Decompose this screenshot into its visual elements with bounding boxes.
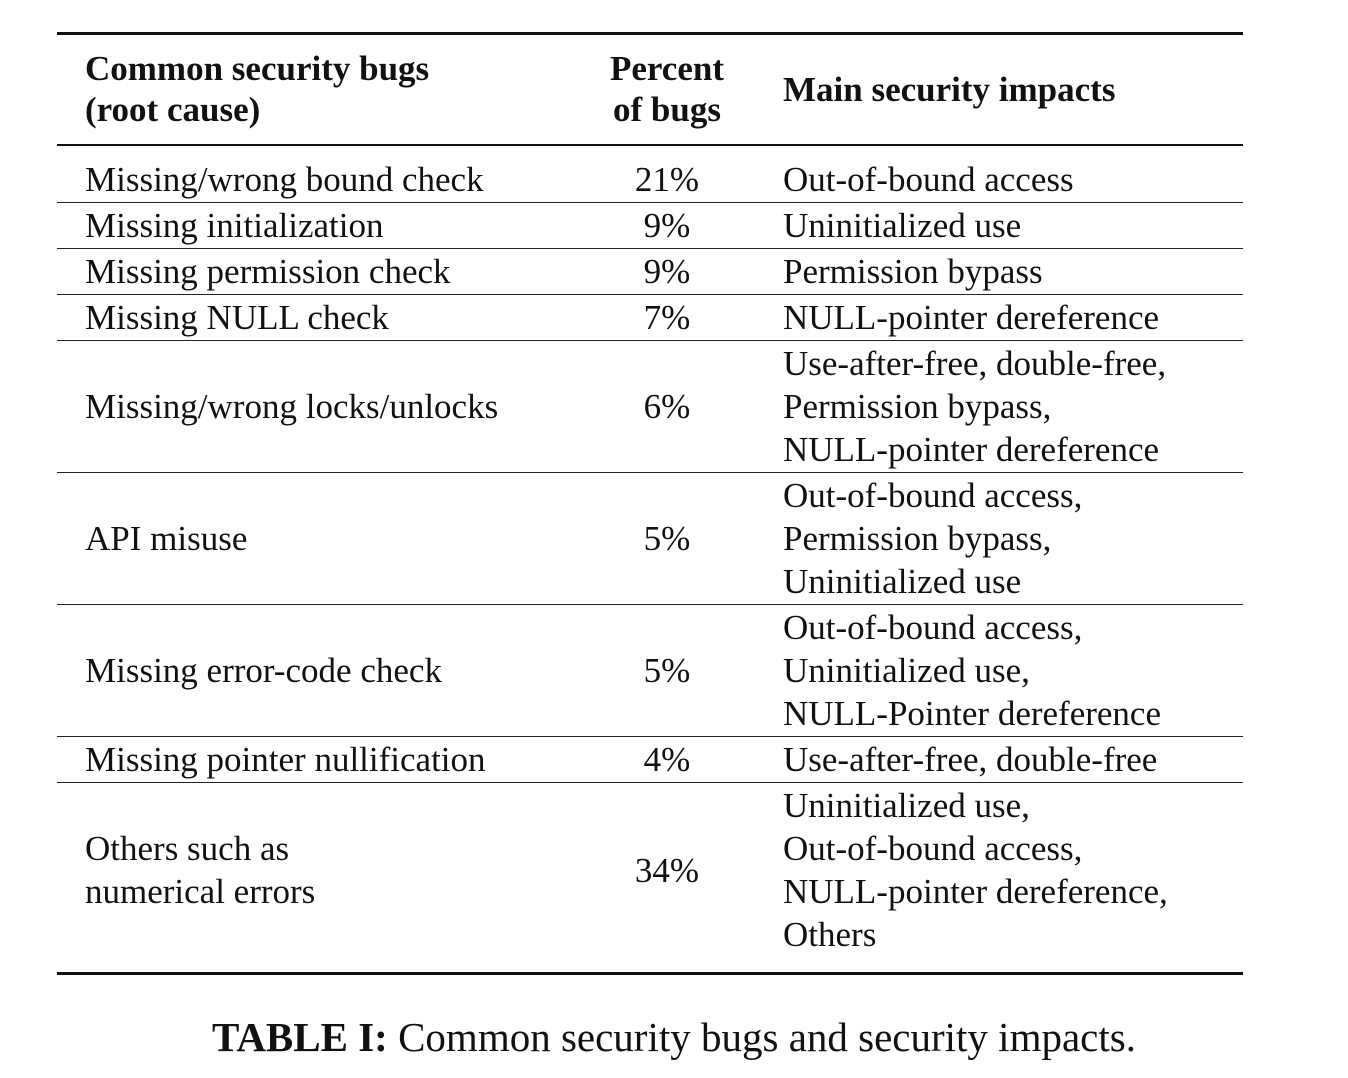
cell-root-cause-line: Others such as	[85, 829, 290, 868]
cell-root-cause	[57, 473, 577, 605]
cell-root-cause-line: Missing pointer nullification	[85, 740, 486, 779]
cell-root-cause	[57, 737, 577, 783]
cell-root-cause	[57, 295, 577, 341]
table-row	[57, 473, 1243, 605]
cell-impacts	[757, 473, 1243, 605]
cell-impacts-line: Uninitialized use,	[783, 786, 1030, 825]
table-row	[57, 605, 1243, 737]
header-percent-line: Percent	[609, 49, 724, 88]
table-row	[57, 249, 1243, 295]
cell-percent: 9%	[577, 249, 757, 295]
cell-impacts-line: Out-of-bound access,	[783, 476, 1083, 515]
cell-root-cause	[57, 203, 577, 249]
cell-impacts	[757, 737, 1243, 783]
cell-impacts-line: Uninitialized use,	[783, 651, 1030, 690]
header-percent-line: of bugs	[613, 90, 721, 129]
table-row	[57, 295, 1243, 341]
table-row	[57, 783, 1243, 974]
cell-root-cause-line: Missing/wrong bound check	[85, 160, 484, 199]
cell-percent: 4%	[577, 737, 757, 783]
cell-impacts-line: Out-of-bound access	[783, 160, 1074, 199]
cell-impacts-line: Uninitialized use	[783, 206, 1022, 245]
cell-root-cause-line: Missing NULL check	[85, 298, 389, 337]
cell-impacts-line: Out-of-bound access,	[783, 829, 1083, 868]
cell-root-cause	[57, 341, 577, 473]
cell-percent: 21%	[577, 145, 757, 203]
cell-impacts-line: NULL-Pointer dereference	[783, 694, 1161, 733]
cell-impacts-line: Permission bypass	[783, 252, 1043, 291]
caption-label: TABLE I:	[212, 1014, 388, 1060]
header-cause	[57, 34, 577, 146]
table-header-row	[57, 34, 1243, 146]
cell-impacts-line: Permission bypass,	[783, 519, 1052, 558]
cell-percent: 6%	[577, 341, 757, 473]
table-row	[57, 203, 1243, 249]
cell-impacts-line: Permission bypass,	[783, 387, 1052, 426]
cell-impacts-line: Out-of-bound access,	[783, 608, 1083, 647]
cell-root-cause-line: Missing initialization	[85, 206, 384, 245]
cell-percent: 7%	[577, 295, 757, 341]
cell-impacts-line: Uninitialized use	[783, 562, 1022, 601]
cell-root-cause-line: Missing error-code check	[85, 651, 442, 690]
cell-root-cause	[57, 605, 577, 737]
table-row	[57, 737, 1243, 783]
cell-root-cause	[57, 783, 577, 974]
cell-impacts	[757, 295, 1243, 341]
cell-root-cause	[57, 249, 577, 295]
cell-impacts	[757, 203, 1243, 249]
cell-impacts	[757, 605, 1243, 737]
header-percent	[577, 34, 757, 146]
security-bugs-table	[57, 32, 1243, 975]
header-cause-line: Common security bugs	[85, 49, 430, 88]
table-caption	[0, 1012, 1348, 1062]
cell-percent: 9%	[577, 203, 757, 249]
cell-impacts-line: NULL-pointer dereference,	[783, 872, 1168, 911]
cell-impacts	[757, 341, 1243, 473]
cell-root-cause	[57, 145, 577, 203]
header-impacts: Main security impacts	[757, 34, 1243, 146]
table-row	[57, 341, 1243, 473]
cell-root-cause-line: Missing permission check	[85, 252, 451, 291]
cell-impacts	[757, 783, 1243, 974]
cell-percent: 5%	[577, 605, 757, 737]
cell-root-cause-line: Missing/wrong locks/unlocks	[85, 387, 499, 426]
header-cause-line: (root cause)	[85, 90, 261, 129]
cell-root-cause-line: API misuse	[85, 519, 248, 558]
cell-percent: 5%	[577, 473, 757, 605]
cell-impacts-line: Use-after-free, double-free	[783, 740, 1158, 779]
security-bugs-table-container	[57, 32, 1243, 975]
cell-impacts-line: NULL-pointer dereference	[783, 298, 1160, 337]
cell-impacts-line: NULL-pointer dereference	[783, 430, 1160, 469]
cell-root-cause-line: numerical errors	[85, 872, 316, 911]
cell-impacts-line: Others	[783, 915, 877, 954]
cell-impacts	[757, 145, 1243, 203]
cell-impacts-line: Use-after-free, double-free,	[783, 344, 1167, 383]
table-body	[57, 145, 1243, 974]
caption-text: Common security bugs and security impacts.	[398, 1014, 1136, 1060]
table-row	[57, 145, 1243, 203]
cell-impacts	[757, 249, 1243, 295]
cell-percent: 34%	[634, 850, 700, 890]
